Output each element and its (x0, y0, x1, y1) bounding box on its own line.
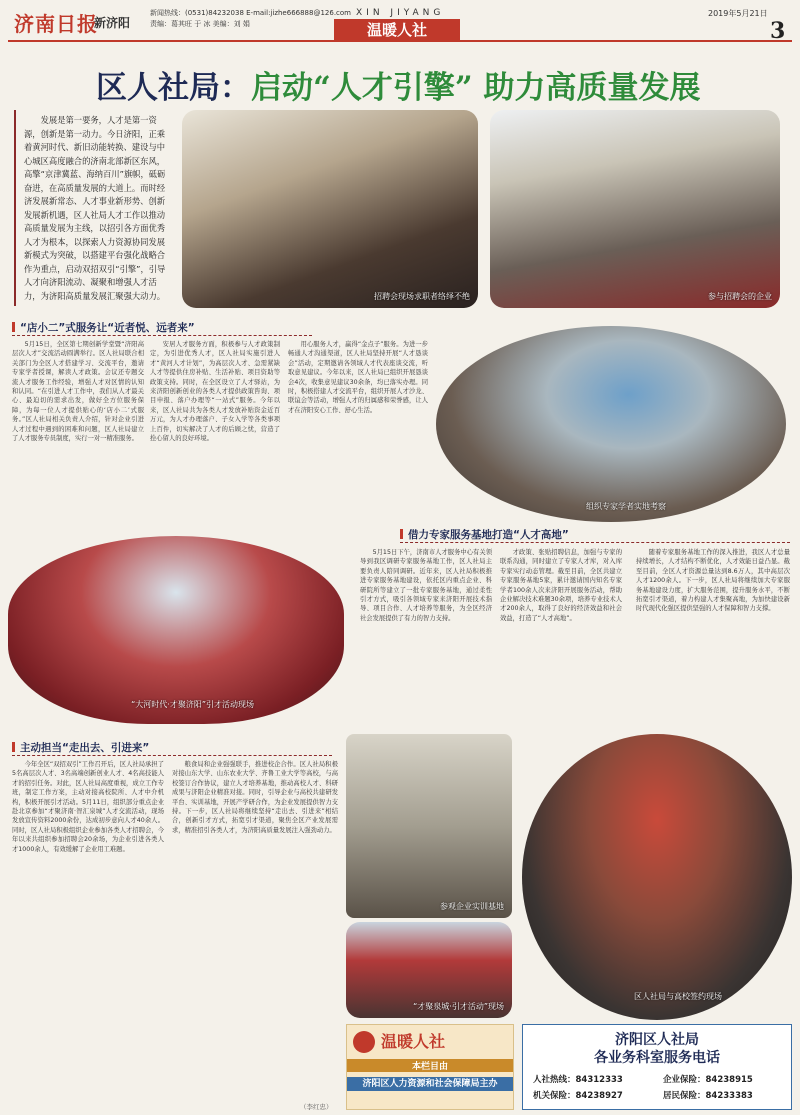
article-column-2: 安居人才服务方面，积极参与人才政策制定，为引进优秀人才，区人社局实施引进人才“黄河人才计划”，为高层次人才、急需紧缺人才等提供住房补贴、生活补贴、项目资助等政策支持。同时，在全区设立了人才驿站，为来济阳创新创业的各类人才提供政策咨询、项目申报、落户办理等“一站式”服务。今年以来，区人社局共为各类人才发放补贴资金近百万元，为人才办理落户、子女入学等各类事项上百件，切实解决了人才的后顾之忧，营造了拴心留人的良好环境。 (150, 341, 280, 443)
sponsor-line-2: 济阳区人力资源和社会保障局主办 (347, 1077, 513, 1091)
headline-part-b: 启动“人才引擎” 助力高质量发展 (251, 70, 701, 106)
phone-resident-insurance: 居民保险：84233383 (663, 1091, 753, 1101)
intro-paragraph (14, 110, 174, 306)
article-column-4: 5月15日下午，济南市人才服务中心有关领导到我区调研专家服务基地工作，区人社局主要负责人陪同调研。近年来，区人社局积极推进专家服务基地建设，依托区内重点企业、科研院所等建立了一批专家服务基地，通过柔性引才方式，吸引各领域专家来济阳开展技术指导、项目合作、人才培养等服务，为全区经济社会发展提供了有力的智力支持。 (360, 549, 492, 622)
intro-text: 发展是第一要务，人才是第一资源，创新是第一动力。今日济阳，正乘着黄河时代、新旧动能转换、建设与中心城区高度融合的济南北部新区东风，高擎“京津冀蓝、海纳百川”旗帜，砥砺奋进，在高质量发展的大道上。而时经济发展新常态、人才事业新形势、创新发展新机遇，区人社局人才工作以推动高质量发展为主线，以招引各方面优秀人才为根本，以探索人力资源协同发展新模式为突破，以搭建平台强化战略合作为重点，启动双招双引“引擎”，引导人才向济阳流动、凝聚和增强人才活力，为济阳高质量发展汇聚强大动力。 (24, 115, 166, 301)
photo-caption: 参观企业实训基地 (440, 902, 504, 911)
hotline-text: 新闻热线：(0531)84232038 E-mail:jizhe666888@126.com (150, 9, 352, 17)
photo-job-fair (182, 110, 478, 308)
phone-enterprise-insurance: 企业保险：84238915 (663, 1075, 753, 1085)
section-tag: 温暖人社 (334, 19, 460, 41)
section-header-service: “店小二”式服务让“近者悦、远者来” (12, 320, 312, 336)
headline-part-a: 区人社局： (96, 70, 251, 106)
sponsor-title: 温暖人社 (381, 1032, 446, 1051)
service-phone-box (522, 1024, 792, 1110)
article-column-5: 才政策、张贴招聘信息，加强与专家的联系沟通，同时建立了专家人才库，对入库专家实行动态管理。截至目前，全区共建立专家服务基地5家，累计邀请国内知名专家学者100余人次来济阳开展服务活动，帮助企业解决技术难题30余项，培养专业技术人才200余人，取得了良好的经济效益和社会效益，打造了“人才高地”。 (500, 549, 622, 622)
photo-companies (490, 110, 780, 308)
article-byline: （李红忠） (300, 1103, 333, 1111)
photo-caption: 区人社局与高校签约现场 (634, 992, 722, 1001)
emblem-icon (353, 1031, 375, 1053)
hotline-info (150, 8, 351, 30)
phone-box-subtitle: 各业务科室服务电话 (594, 1050, 720, 1066)
photo-recruit-event (346, 922, 512, 1018)
page-headline (96, 62, 700, 107)
photo-caption: “才聚泉城·引才活动”现场 (413, 1002, 504, 1011)
section-header-expert-base: 借力专家服务基地打造“人才高地” (400, 527, 790, 543)
editors-text: 责编：葛其旺 于 冰 美编：刘 娟 (150, 20, 250, 28)
section-pinyin: XIN JIYANG (356, 8, 445, 18)
phone-hotline: 人社热线：84312333 (533, 1075, 623, 1085)
article-column-6: 随着专家服务基地工作的深入推进，我区人才总量持续增长，人才结构不断优化，人才效能日益凸显。截至目前，全区人才资源总量达到8.6万人，其中高层次人才1200余人。下一步，区人社局将继续加大专家服务基地建设力度，扩大服务范围，提升服务水平，不断拓宽引才渠道，着力构建人才集聚高地，为加快建设新时代现代化强区提供坚强的人才保障和智力支撑。 (636, 549, 790, 613)
section-header-outreach: 主动担当“走出去、引进来” (12, 740, 332, 756)
masthead (8, 4, 792, 42)
page-number: 3 (770, 18, 786, 44)
column-sponsor-box (346, 1024, 514, 1110)
phone-box-title: 济阳区人社局 (615, 1032, 699, 1048)
photo-caption: “大河时代·才聚济阳”引才活动现场 (131, 700, 254, 709)
photo-caption: 参与招聘会的企业 (708, 292, 772, 301)
sponsor-line-1: 本栏目由 (347, 1059, 513, 1072)
article-column-8: 粮食局和企业强强联手，推进校企合作。区人社局积极对接山东大学、山东农业大学、齐鲁工业大学等高校，与高校签订合作协议，建立人才培养基地，推动高校人才、科研成果与济阳企业精准对接。同时，引导企业与高校共建研发平台、实训基地，开展产学研合作，为企业发展提供智力支持。下一步，区人社局将继续坚持“走出去、引进来”相结合，创新引才方式，拓宽引才渠道，聚焦全区产业发展需求，精准招引各类人才，为济阳高质量发展注入强劲动力。 (172, 761, 338, 834)
phone-agency-insurance: 机关保险：84238927 (533, 1091, 623, 1101)
photo-expert-visit (436, 326, 786, 522)
photo-signing (522, 734, 792, 1020)
newspaper-sub-logo: 新济阳 (94, 16, 131, 30)
photo-training-base (346, 734, 512, 918)
photo-caption: 招聘会现场求职者络绎不绝 (374, 292, 470, 301)
article-column-7: 今年全区“双招双引”工作召开后，区人社局承担了5名高层次人才、3名高端创新创业人才、4名高技能人才的招引任务。对此，区人社局高度重视，成立工作专班，制定工作方案，主动对接高校院所、人才中介机构，积极开展引才活动。5月11日，组织部分重点企业赴北京参加“才聚济南·智汇泉城”人才交流活动，现场发放宣传资料2000余份，达成初步意向人才40余人。同时，区人社局积极组织企业参加各类人才招聘会，今年以来共组织参加招聘会20余场，为企业引进各类人才1000余人，有效缓解了企业用工难题。 (12, 761, 164, 853)
issue-date: 2019年5月21日 (708, 9, 768, 18)
newspaper-logo: 济南日报 (14, 12, 98, 36)
photo-talent-event (8, 536, 344, 724)
article-column-1: 5月15日，全区第七期创新学堂暨“济阳高层次人才”交流活动圆满举行。区人社局联合相关部门为全区人才搭建学习、交流平台，邀请专家学者授课，解读人才政策。会议还专题交流人才服务工作经验，增强人才对区情的认知和认同。“在引进人才工作中，我们从人才最关心、最迫切的需求出发，做好全方位服务保障，为每一位人才提供贴心的‘店小二’式服务。”区人社局相关负责人介绍，针对企业引进人才过程中遇到的困难和问题，区人社局建立了人才服务专员制度，实行一对一精准服务。 (12, 341, 144, 443)
photo-caption: 组织专家学者实地考察 (586, 502, 666, 511)
article-column-3: 用心服务人才，赢得“金点子”服务。为进一步畅通人才沟通渠道，区人社局坚持开展“人才恳谈会”活动，定期邀请各领域人才代表座谈交流，听取意见建议。今年以来，区人社局已组织开展恳谈会4次，收集意见建议30余条，均已落实办理。同时，积极搭建人才交流平台，组织开展人才沙龙、联谊会等活动，增强人才的归属感和荣誉感，让人才在济阳安心工作、舒心生活。 (288, 341, 428, 414)
